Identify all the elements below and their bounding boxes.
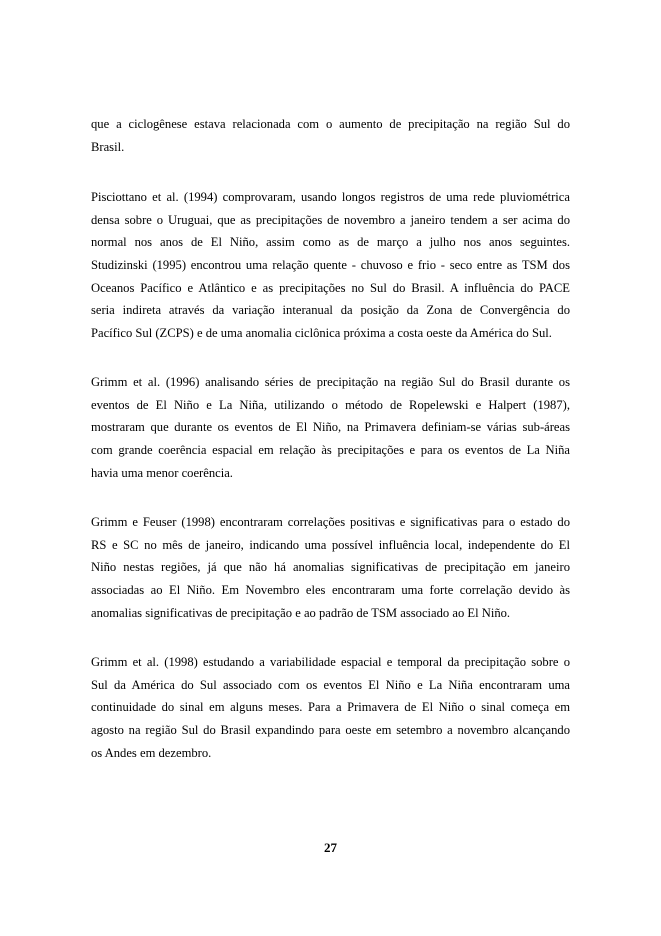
- text-line: eventos de El Niño e La Niña, utilizando o método de Ropelewski e Halpert (1987),: [91, 397, 570, 412]
- text-line: associadas ao El Niño. Em Novembro eles encontraram uma forte correlação devido às: [91, 583, 570, 598]
- text-line: anomalias significativas de precipitação e ao padrão de TSM associado ao El Niño.: [91, 605, 511, 620]
- text-line: com grande coerência espacial em relação às precipitações e para os eventos de La Niña: [91, 443, 570, 458]
- paragraph-1: [91, 113, 570, 158]
- text-line: que a ciclogênese estava relacionada com o aumento de precipitação na região Sul do: [91, 117, 570, 131]
- text-line: Pisciottano et al. (1994) comprovaram, usando longos registros de uma rede pluviométrica: [91, 190, 570, 204]
- paragraph-5: [91, 651, 570, 764]
- text-line: normal nos anos de El Niño, assim como as de março a julho nos anos seguintes.: [91, 235, 570, 250]
- paragraph-3: [91, 371, 570, 484]
- text-line: Grimm et al. (1996) analisando séries de precipitação na região Sul do Brasil durante os: [91, 375, 570, 389]
- text-line: mostraram que durante os eventos de El Niño, na Primavera definiam-se várias sub-áreas: [91, 420, 570, 435]
- paragraph-2: [91, 186, 570, 345]
- text-line: Sul da América do Sul associado com os eventos El Niño e La Niña encontraram uma: [91, 677, 570, 692]
- text-line: Grimm et al. (1998) estudando a variabilidade espacial e temporal da precipitação sobre o: [91, 655, 570, 669]
- text-line: Grimm e Feuser (1998) encontraram correlações positivas e significativas para o estado do: [91, 515, 570, 529]
- text-line: seria indireta através da variação interanual da posição da Zona de Convergência do: [91, 303, 570, 318]
- paragraph-4: [91, 511, 570, 624]
- page-number: 27: [324, 840, 337, 855]
- text-line: continuidade do sinal em alguns meses. Para a Primavera de El Niño o sinal começa em: [91, 700, 570, 715]
- text-line: agosto na região Sul do Brasil expandindo para oeste em setembro a novembro alcançando: [91, 723, 570, 738]
- text-line: havia uma menor coerência.: [91, 465, 233, 480]
- text-line: RS e SC no mês de janeiro, indicando uma possível influência local, independente do El: [91, 537, 570, 552]
- text-line: Niño nestas regiões, já que não há anomalias significativas de precipitação em janeiro: [91, 560, 570, 575]
- text-line: Pacífico Sul (ZCPS) e de uma anomalia ciclônica próxima a costa oeste da América do Sul.: [91, 326, 552, 341]
- text-line: densa sobre o Uruguai, que as precipitações de novembro a janeiro tendem a ser acima do: [91, 212, 570, 227]
- text-line: Brasil.: [91, 139, 125, 154]
- text-line: Studizinski (1995) encontrou uma relação quente - chuvoso e frio - seco entre as TSM dos: [91, 258, 570, 273]
- text-line: os Andes em dezembro.: [91, 745, 212, 760]
- text-line: Oceanos Pacífico e Atlântico e as precipitações no Sul do Brasil. A influência do PACE: [91, 280, 570, 295]
